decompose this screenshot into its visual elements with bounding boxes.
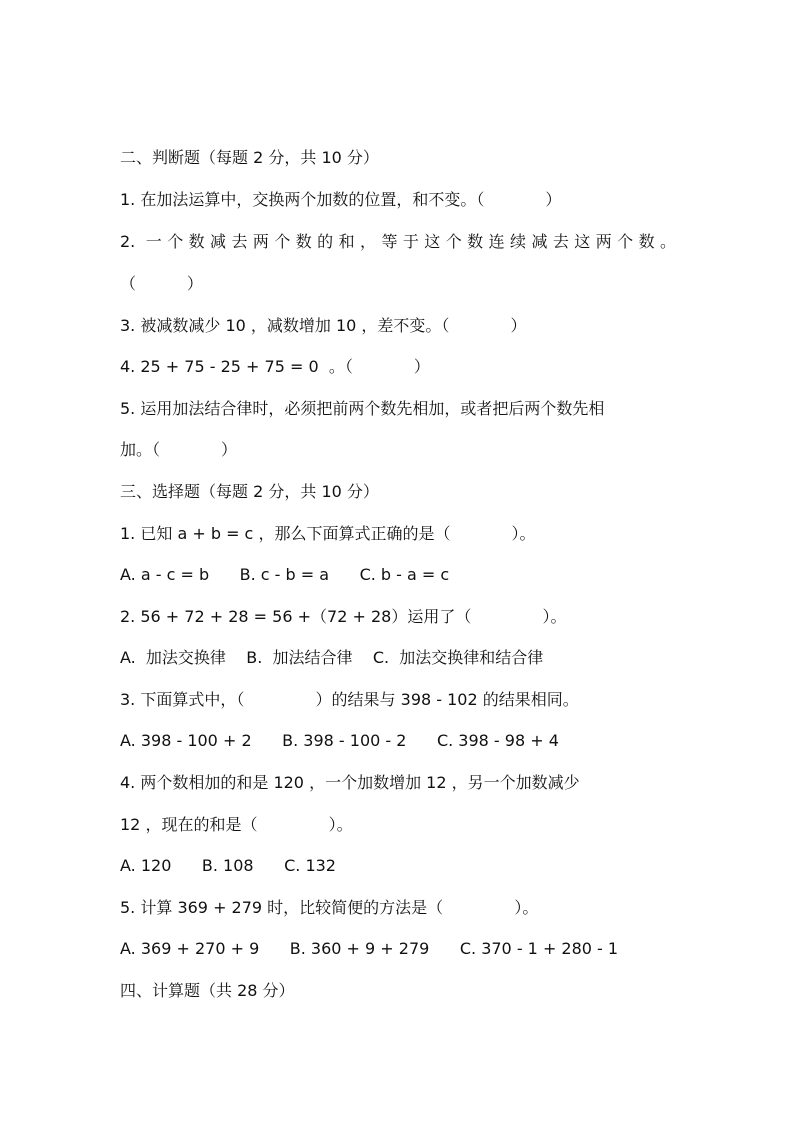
choice-question-2: 2. 56 + 72 + 28 = 56 +（72 + 28）运用了（ ）。	[120, 607, 567, 626]
judge-question-3: 3. 被减数减少 10 ，减数增加 10 ，差不变。（ ）	[120, 316, 527, 335]
choice-question-3: 3. 下面算式中，（ ）的结果与 398 - 102 的结果相同。	[120, 690, 579, 709]
judge-question-2-answer: （ ）	[120, 274, 203, 293]
calc-section-heading: 四、计算题（共 28 分）	[120, 981, 295, 1000]
choice-question-2-options: A. 加法交换律 B. 加法结合律 C. 加法交换律和结合律	[120, 648, 544, 667]
choice-question-5: 5. 计算 369 + 279 时，比较简便的方法是（ ）。	[120, 898, 539, 917]
judge-question-4: 4. 25 + 75 - 25 + 75 = 0 。（ ）	[120, 357, 430, 376]
choice-question-4-options: A. 120 B. 108 C. 132	[120, 856, 336, 875]
judge-question-5-cont: 加。（ ）	[120, 440, 238, 459]
choice-section-heading: 三、选择题（每题 2 分，共 10 分）	[120, 482, 379, 501]
judge-question-1: 1. 在加法运算中，交换两个加数的位置，和不变。（ ）	[120, 190, 562, 209]
choice-question-3-options: A. 398 - 100 + 2 B. 398 - 100 - 2 C. 398 - 98 + 4	[120, 731, 559, 750]
judge-question-2: 2. 一个数减去两个数的和，等于这个数连续减去这两个数。	[120, 232, 676, 251]
choice-question-1: 1. 已知 a + b = c ，那么下面算式正确的是（ ）。	[120, 524, 536, 543]
choice-question-5-options: A. 369 + 270 + 9 B. 360 + 9 + 279 C. 370 - 1 + 280 - 1	[120, 939, 619, 958]
choice-question-4-cont: 12 ，现在的和是（ ）。	[120, 815, 353, 834]
choice-question-4: 4. 两个数相加的和是 120 ，一个加数增加 12 ，另一个加数减少	[120, 773, 580, 792]
judge-section-heading: 二、判断题（每题 2 分，共 10 分）	[120, 148, 379, 167]
choice-question-1-options: A. a - c = b B. c - b = a C. b - a = c	[120, 565, 450, 584]
judge-question-5: 5. 运用加法结合律时，必须把前两个数先相加，或者把后两个数先相	[120, 399, 605, 418]
